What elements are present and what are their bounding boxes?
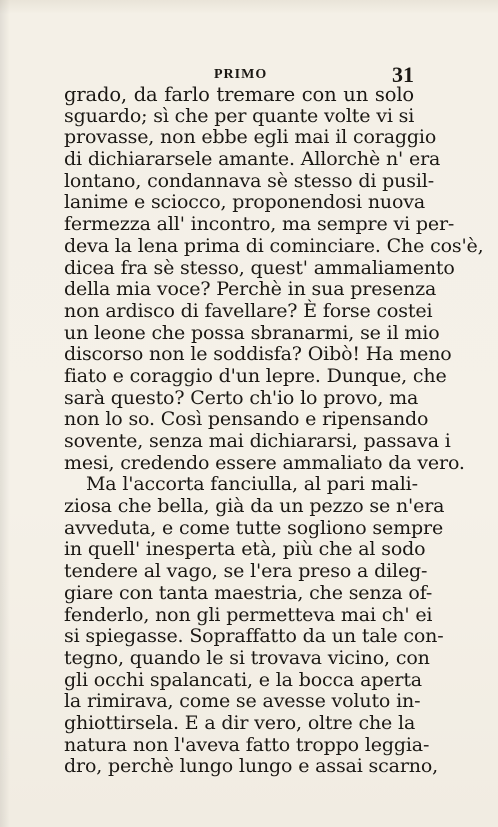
text-line: sguardo; sì che per quante volte vi si <box>64 104 415 127</box>
text-line: provasse, non ebbe egli mai il coraggio <box>64 126 437 149</box>
text-line: in quell' inesperta età, più che al sodo <box>64 538 426 561</box>
body-text <box>64 83 484 778</box>
text-line: dro, perchè lungo lungo e assai scarno, <box>64 755 439 778</box>
text-line: sarà questo? Certo ch'io lo provo, ma <box>64 386 419 409</box>
text-line: Ma l'accorta fanciulla, al pari mali- <box>86 473 418 496</box>
text-line: dicea fra sè stesso, quest' ammaliamento <box>64 256 455 279</box>
text-line: discorso non le soddisfa? Oibò! Ha meno <box>64 343 452 366</box>
text-line: della mia voce? Perchè in sua presenza <box>64 278 437 301</box>
text-line: di dichiararsele amante. Allorchè n' era <box>64 148 441 171</box>
text-line: sovente, senza mai dichiararsi, passava i <box>64 430 451 452</box>
text-line: ziosa che bella, già da un pezzo se n'era <box>64 495 445 518</box>
text-line: natura non l'aveva fatto troppo leggia- <box>64 733 430 756</box>
text-line: gli occhi spalancati, e la bocca aperta <box>64 668 422 691</box>
text-line: non ardisco di favellare? È forse costei <box>64 299 433 322</box>
page-number: 31 <box>392 62 414 87</box>
text-line: avveduta, e come tutte sogliono sempre <box>64 516 444 539</box>
text-line: fenderlo, non gli permetteva mai ch' ei <box>64 603 433 626</box>
text-line: tendere al vago, se l'era preso a dileg- <box>64 560 428 583</box>
text-line: non lo so. Così pensando e ripensando <box>64 408 429 431</box>
text-line: ghiottirsela. E a dir vero, oltre che la <box>64 711 416 734</box>
text-line: deva la lena prima di cominciare. Che cos'è, <box>64 234 484 257</box>
text-line: grado, da farlo tremare con un solo <box>64 83 414 106</box>
text-line: tegno, quando le si trovava vicino, con <box>64 646 430 669</box>
running-title: PRIMO <box>214 67 268 82</box>
page-edge-shadow <box>0 0 10 827</box>
text-line: la rimirava, come se avesse voluto in- <box>64 690 421 713</box>
text-line: lanime e sciocco, proponendosi nuova <box>64 191 426 214</box>
text-line: si spiegasse. Sopraffatto da un tale con- <box>64 625 444 648</box>
text-line: fiato e coraggio d'un lepre. Dunque, che <box>64 364 447 387</box>
text-line: lontano, condannava sè stesso di pusil- <box>64 169 434 192</box>
text-line: mesi, credendo essere ammaliato da vero. <box>64 451 465 474</box>
text-line: fermezza all' incontro, ma sempre vi per- <box>64 213 455 236</box>
text-line: un leone che possa sbranarmi, se il mio <box>64 321 440 344</box>
text-line: giare con tanta maestria, che senza of- <box>64 581 433 604</box>
